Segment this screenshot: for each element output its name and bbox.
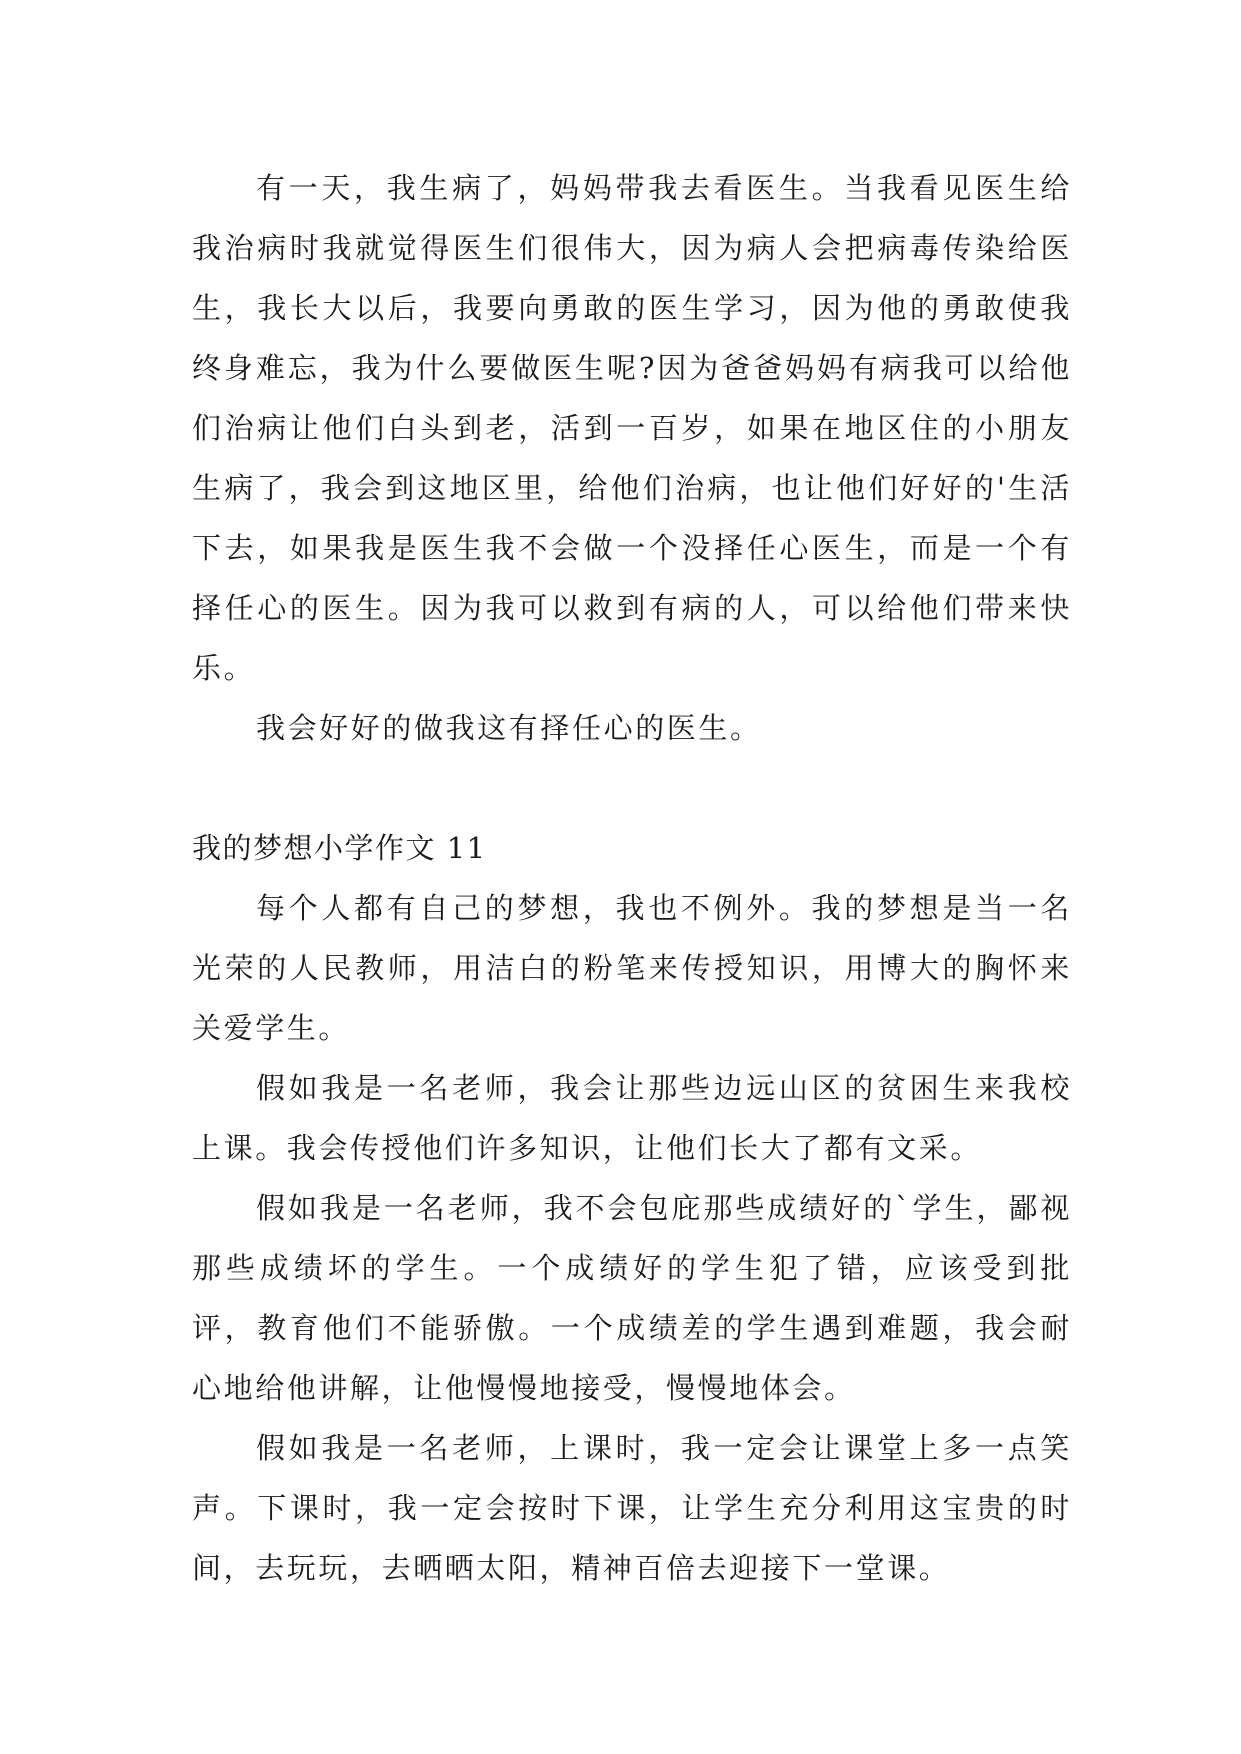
- paragraph-dream-classroom: 假如我是一名老师，上课时，我一定会让课堂上多一点笑声。下课时，我一定会按时下课，让学生充分利用这宝贵的时间，去玩玩，去晒晒太阳，精神百倍去迎接下一堂课。: [192, 1431, 1072, 1585]
- section-spacer: [192, 758, 1072, 818]
- paragraph-dream-fairness: 假如我是一名老师，我不会包庇那些成绩好的`学生，鄙视那些成绩坏的学生。一个成绩好的学生犯了错，应该受到批评，教育他们不能骄傲。一个成绩差的学生遇到难题，我会耐心地给他讲解，让他慢慢地接受，慢慢地体会。: [192, 1191, 1072, 1405]
- paragraph-dream-poor-students: 假如我是一名老师，我会让那些边远山区的贫困生来我校上课。我会传授他们许多知识，让他们长大了都有文采。: [192, 1071, 1072, 1165]
- paragraph-dream-intro: 每个人都有自己的梦想，我也不例外。我的梦想是当一名光荣的人民教师，用洁白的粉笔来传授知识，用博大的胸怀来关爱学生。: [192, 891, 1072, 1045]
- paragraph-doctor-resolve: 我会好好的做我这有择任心的医生。: [256, 711, 762, 745]
- paragraph-doctor-story: 有一天，我生病了，妈妈带我去看医生。当我看见医生给我治病时我就觉得医生们很伟大，因为病人会把病毒传染给医生，我长大以后，我要向勇敢的医生学习，因为他的勇敢使我终身难忘，我为什么要做医生呢?因为爸爸妈妈有病我可以给他们治病让他们白头到老，活到一百岁，如果在地区住的小朋友生病了，我会到这地区里，给他们治病，也让他们好好的'生活下去，如果我是医生我不会做一个没择任心医生，而是一个有择任心的医生。因为我可以救到有病的人，可以给他们带来快乐。: [192, 171, 1072, 685]
- section-title: 我的梦想小学作文 11: [192, 831, 487, 865]
- document-body: [192, 158, 1072, 1598]
